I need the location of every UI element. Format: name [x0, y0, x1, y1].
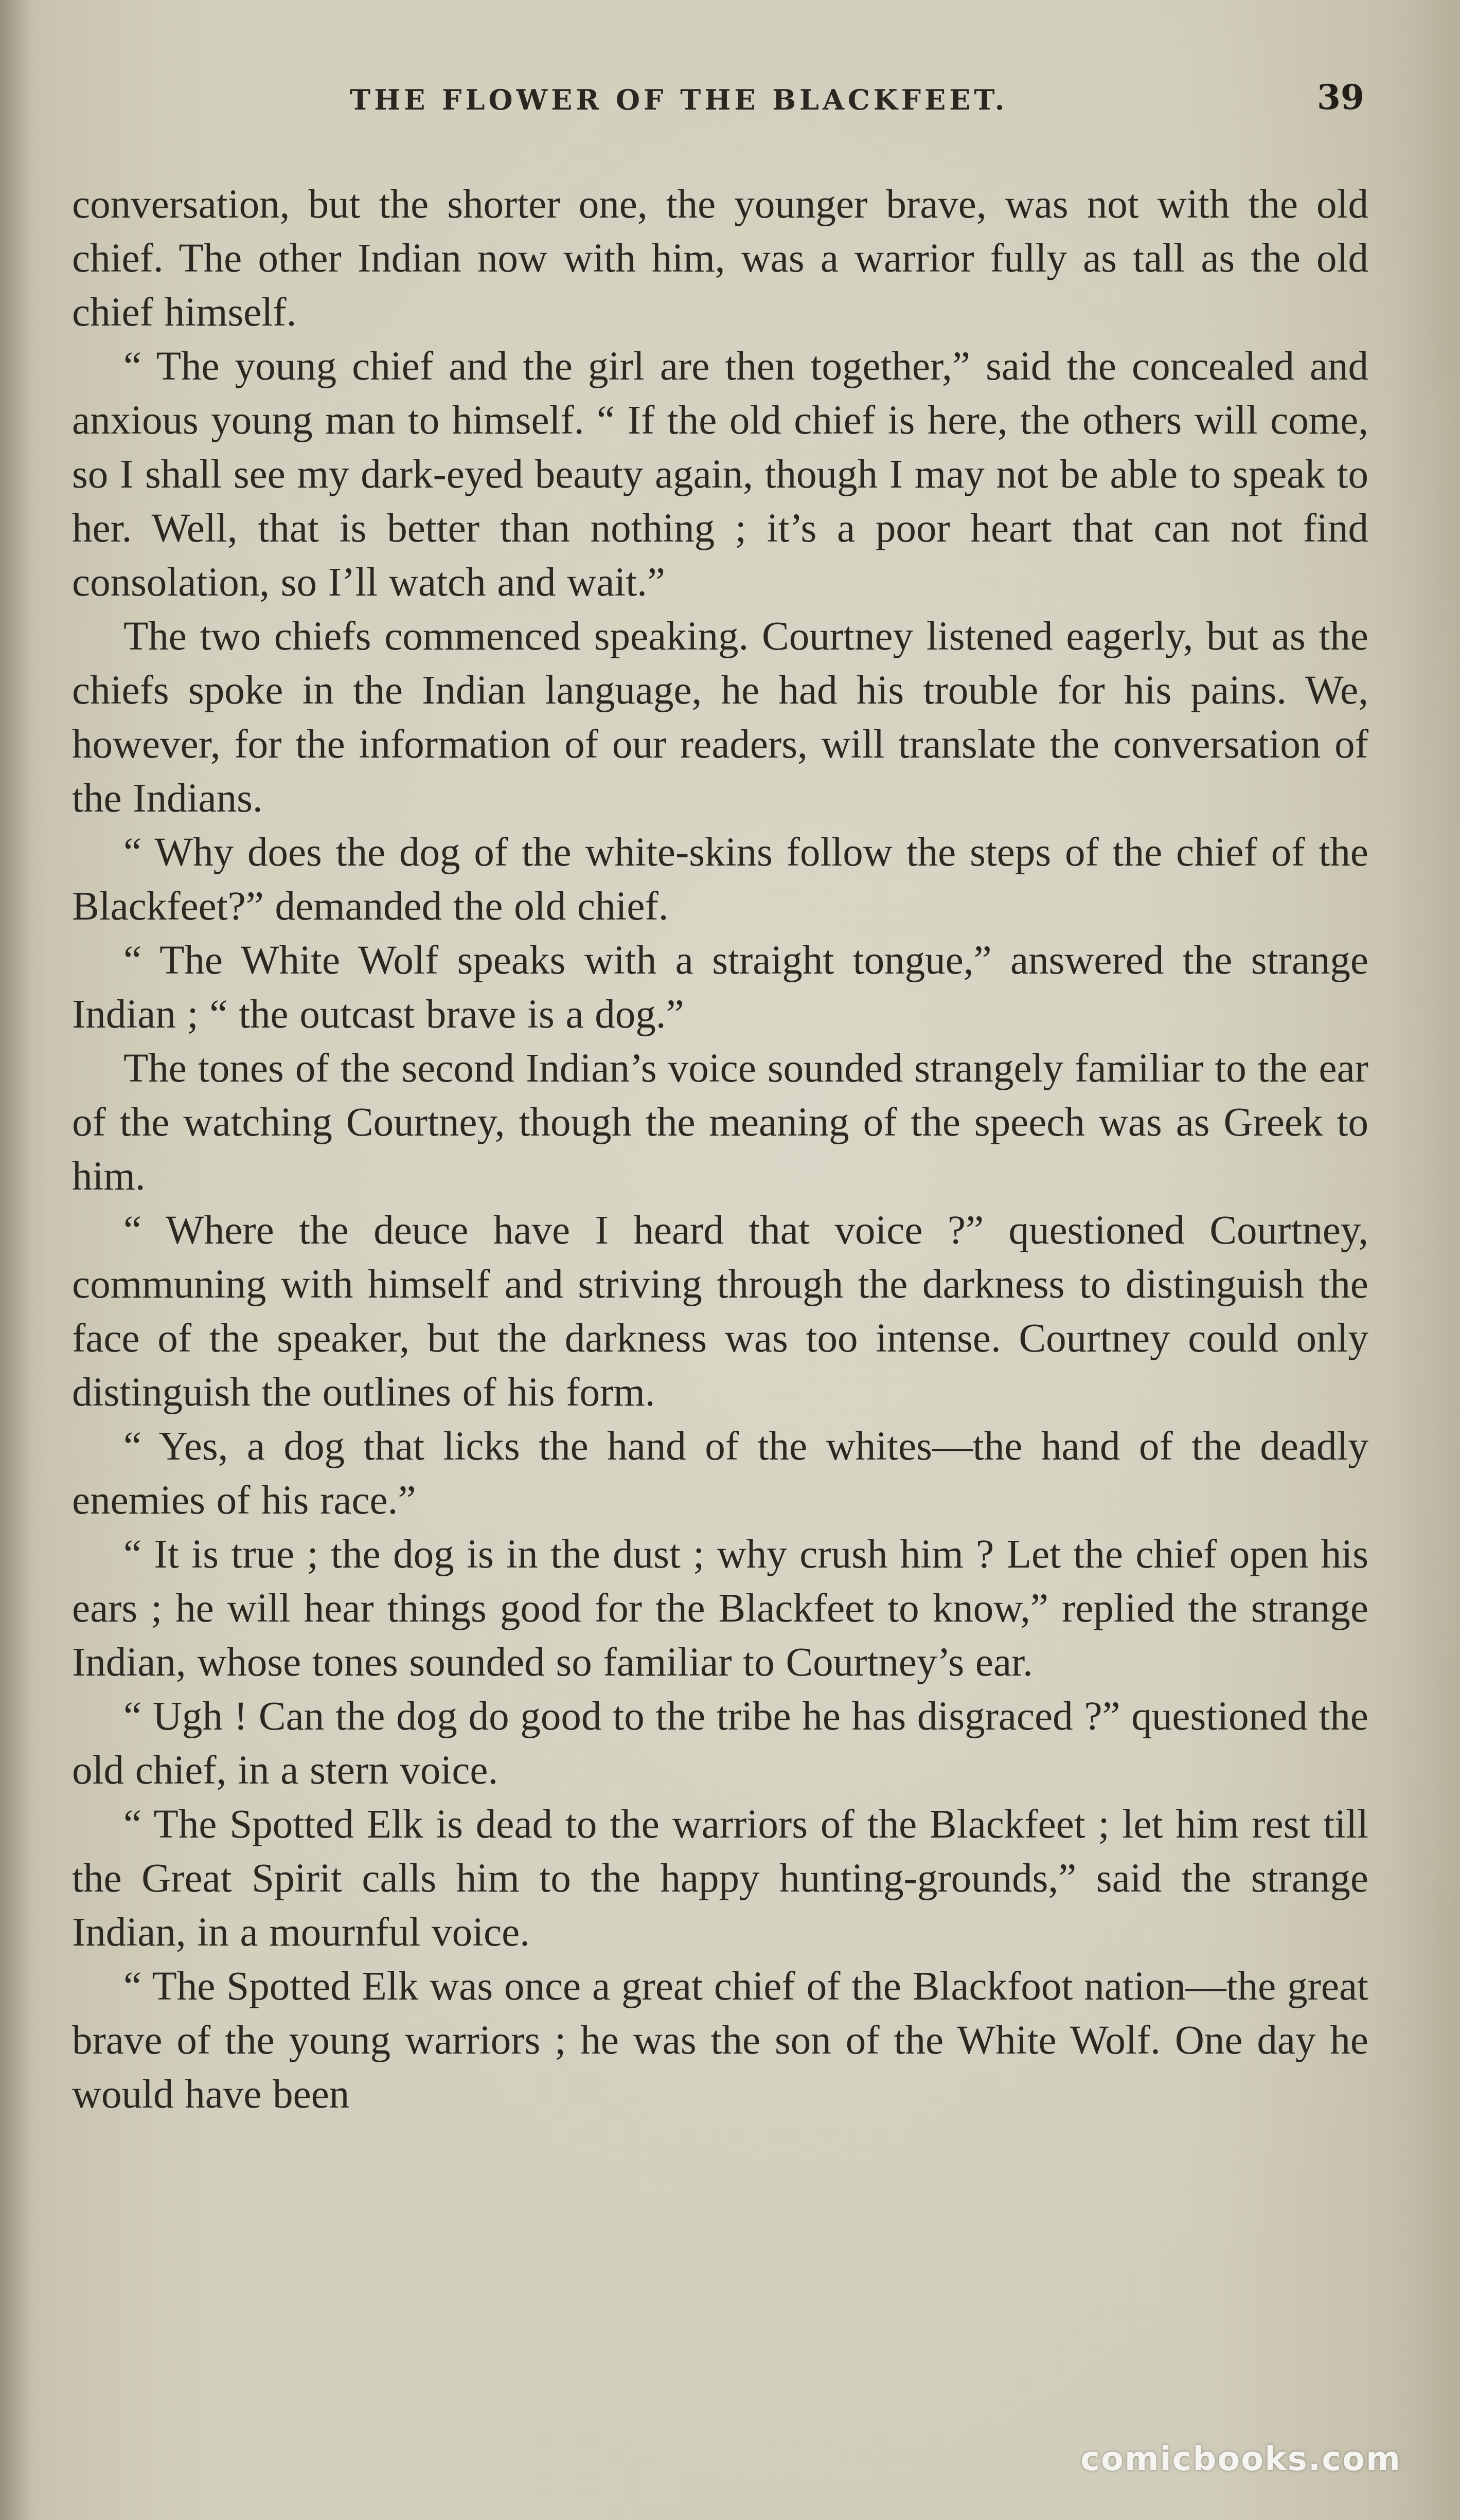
page-header	[0, 77, 1460, 129]
paragraph: The two chiefs commenced speaking. Courtney listened eagerly, but as the chiefs spoke in the Indian language, he had his trouble for his pains. We, however, for the information of our readers, will translate the conversation of the Indians.	[72, 614, 1368, 821]
paragraph: “ The White Wolf speaks with a straight tongue,” answered the strange Indian ; “ the outcast brave is a dog.”	[72, 938, 1368, 1037]
page-binding-shadow	[0, 0, 31, 2520]
source-watermark: comicbooks.com	[1080, 2440, 1401, 2478]
paragraph: “ It is true ; the dog is in the dust ; why crush him ? Let the chief open his ears ; he will hear things good for the Blackfeet to know,” replied the strange Indian, whose tones sounded so familiar to Courtney’s ear.	[72, 1532, 1368, 1685]
paragraph: “ The young chief and the girl are then together,” said the concealed and anxious young man to himself. “ If the old chief is here, the others will come, so I shall see my dark-eyed beauty again, though I may not be able to speak to her. Well, that is better than nothing ; it’s a poor heart that can not find consolation, so I’ll watch and wait.”	[72, 344, 1368, 605]
paragraph: “ The Spotted Elk is dead to the warriors of the Blackfeet ; let him rest till the Great Spirit calls him to the happy hunting-grounds,” said the strange Indian, in a mournful voice.	[72, 1802, 1368, 1955]
paragraph: The tones of the second Indian’s voice sounded strangely familiar to the ear of the watching Courtney, though the meaning of the speech was as Greek to him.	[72, 1046, 1368, 1199]
running-title: THE FLOWER OF THE BLACKFEET.	[350, 83, 1008, 116]
paragraph: “ Why does the dog of the white-skins follow the steps of the chief of the Blackfeet?” demanded the old chief.	[72, 830, 1368, 929]
page-number: 39	[1317, 77, 1364, 117]
paragraph: “ The Spotted Elk was once a great chief of the Blackfoot nation—the great brave of the young warriors ; he was the son of the White Wolf. One day he would have been	[72, 1964, 1368, 2117]
paragraph: “ Yes, a dog that licks the hand of the whites—the hand of the deadly enemies of his race.”	[72, 1424, 1368, 1523]
paragraph: “ Ugh ! Can the dog do good to the tribe he has disgraced ?” questioned the old chief, in a stern voice.	[72, 1694, 1368, 1793]
paragraph: conversation, but the shorter one, the younger brave, was not with the old chief. The other Indian now with him, was a warrior fully as tall as the old chief himself.	[72, 182, 1368, 335]
paragraph: “ Where the deuce have I heard that voice ?” questioned Courtney, communing with himself and striving through the darkness to distinguish the face of the speaker, but the darkness was too intense. Courtney could only distinguish the outlines of his form.	[72, 1208, 1368, 1415]
body-text	[72, 177, 1368, 2389]
